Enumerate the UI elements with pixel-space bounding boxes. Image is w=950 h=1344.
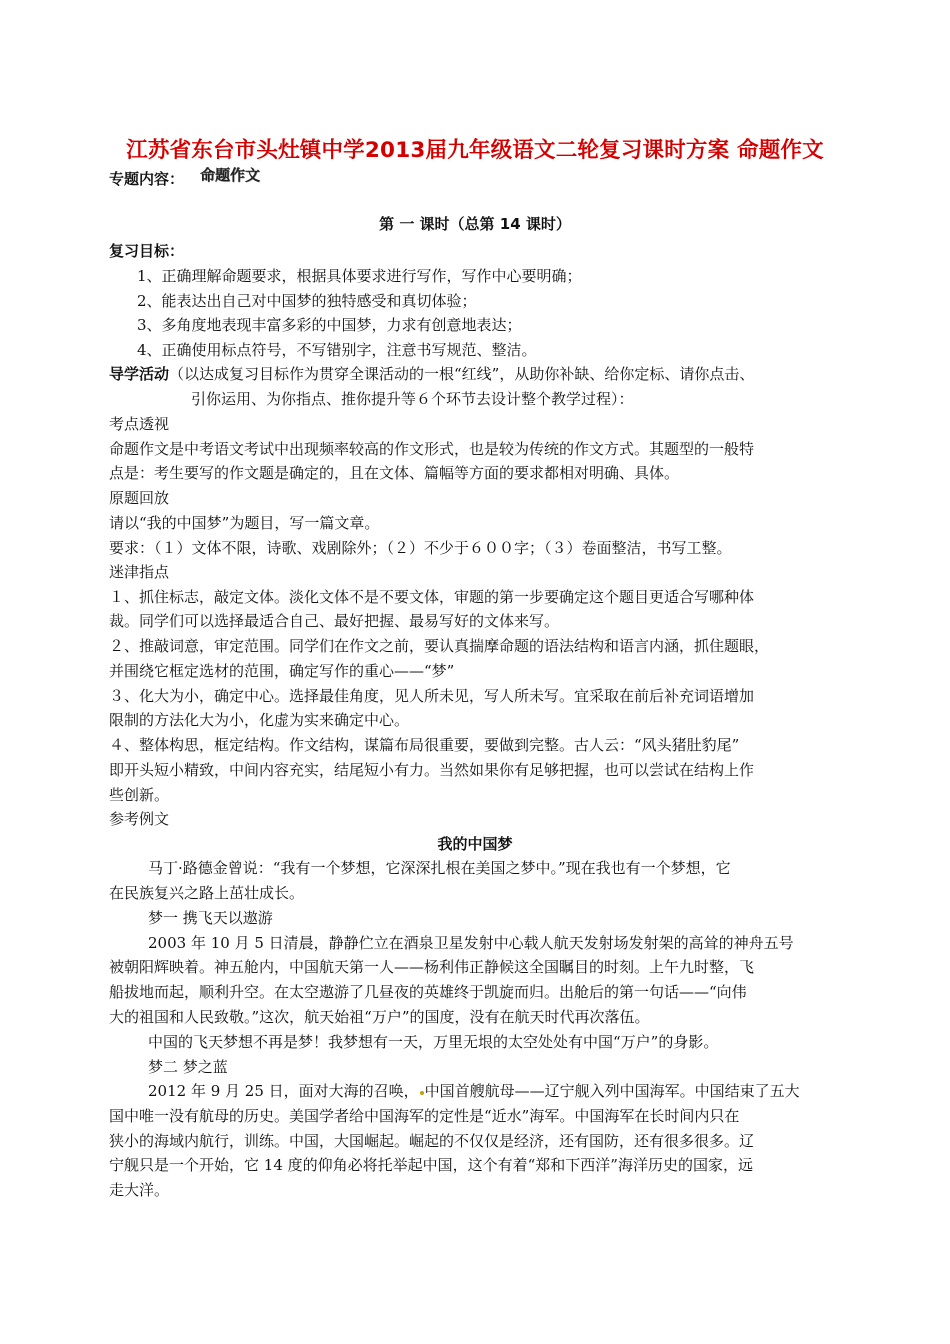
goal-item: 2、能表达出自己对中国梦的独特感受和真切体验； — [137, 292, 477, 310]
topic-image: 命题作文 — [200, 166, 261, 184]
paragraph-line: 大的祖国和人民致敬。”这次，航天始祖“万户”的国度，没有在航天时代再次落伍。 — [109, 1008, 650, 1026]
document-title: 江苏省东台市头灶镇中学2013届九年级语文二轮复习课时方案 命题作文 — [126, 138, 824, 163]
paragraph-line: 命题作文是中考语文考试中出现频率较高的作文形式，也是较为传统的作文方式。其题型的一般特 — [109, 440, 755, 458]
activity-row — [109, 364, 754, 384]
dream-heading: 梦二 梦之蓝 — [148, 1058, 228, 1076]
paragraph-line: 走大洋。 — [109, 1181, 170, 1199]
paragraph-line: 狭小的海域内航行，训练。中国，大国崛起。崛起的不仅仅是经济，还有国防，还有很多很多。辽 — [109, 1132, 755, 1150]
paragraph-line: 宁舰只是一个开始，它 14 度的仰角必将托举起中国，这个有着“郑和下西洋”海洋历史的国家，远 — [109, 1156, 753, 1174]
paragraph-line: 些创新。 — [109, 786, 170, 804]
paragraph-line: 限制的方法化大为小，化虚为实来确定中心。 — [109, 711, 410, 729]
section-heading-yuanti: 原题回放 — [109, 489, 170, 507]
paragraph-line: 请以“我的中国梦”为题目，写一篇文章。 — [109, 514, 380, 532]
paragraph-line: 马丁·路德金曾说：“我有一个梦想，它深深扎根在美国之梦中。”现在我也有一个梦想，它 — [148, 859, 731, 877]
paragraph-line: 即开头短小精致，中间内容充实，结尾短小有力。当然如果你有足够把握，也可以尝试在结构上作 — [109, 761, 755, 779]
paragraph-line: １、抓住标志，敲定文体。淡化文体不是不要文体，审题的第一步要确定这个题目更适合写哪种体 — [109, 588, 755, 606]
paragraph-line: ４、整体构思，框定结构。作文结构，谋篇布局很重要，要做到完整。古人云：“风头猪肚豹尾” — [109, 736, 740, 754]
goals-heading: 复习目标： — [109, 242, 185, 260]
section-heading-cankao: 参考例文 — [109, 810, 170, 828]
paragraph-line — [148, 1081, 800, 1101]
essay-title: 我的中国梦 — [437, 835, 513, 853]
topic-row — [109, 165, 260, 189]
text-span: 2012 年 9 月 25 日，面对大海的召唤， — [148, 1082, 419, 1100]
paragraph-line: 船拔地而起，顺利升空。在太空遨游了几昼夜的英雄终于凯旋而归。出舱后的第一句话——“向伟 — [109, 983, 747, 1001]
paragraph-line: 2003 年 10 月 5 日清晨，静静伫立在酒泉卫星发射中心载人航天发射场发射架的高耸的神舟五号 — [148, 934, 794, 952]
paragraph-line: 裁。同学们可以选择最适合自己、最好把握、最易写好的文体来写。 — [109, 612, 560, 630]
section-heading-mijin: 迷津指点 — [109, 563, 170, 581]
goal-item: 3、多角度地表现丰富多彩的中国梦，力求有创意地表达； — [137, 316, 522, 334]
lesson-heading: 第 一 课时（总第 14 课时） — [379, 215, 571, 233]
paragraph-line: 并围绕它框定选材的范围，确定写作的重心——“梦” — [109, 662, 455, 680]
section-heading-kaodian: 考点透视 — [109, 415, 170, 433]
paragraph-line: 在民族复兴之路上茁壮成长。 — [109, 884, 305, 902]
dream-heading: 梦一 携飞天以遨游 — [148, 909, 273, 927]
paragraph-line: 国中唯一没有航母的历史。美国学者给中国海军的定性是“近水”海军。中国海军在长时间内只在 — [109, 1107, 740, 1125]
text-span: 中国首艘航母——辽宁舰入列中国海军。中国结束了五大 — [424, 1082, 800, 1100]
goal-item: 4、正确使用标点符号，不写错别字，注意书写规范、整洁。 — [137, 341, 537, 359]
activity-text-cont: 引你运用、为你指点、推你提升等６个环节去设计整个教学过程）： — [191, 390, 634, 408]
paragraph-line: 中国的飞天梦想不再是梦！我梦想有一天，万里无垠的太空处处有中国“万户”的身影。 — [148, 1033, 719, 1051]
dot-mark — [420, 1091, 424, 1095]
paragraph-line: ２、推敲词意，审定范围。同学们在作文之前，要认真揣摩命题的语法结构和语言内涵，抓住题眼， — [109, 637, 770, 655]
activity-heading: 导学活动 — [109, 365, 170, 383]
activity-text: （以达成复习目标作为贯穿全课活动的一根“红线”，从助你补缺、给你定标、请你点击、 — [169, 365, 755, 383]
paragraph-line: 点是：考生要写的作文题是确定的，且在文体、篇幅等方面的要求都相对明确、具体。 — [109, 464, 680, 482]
paragraph-line: ３、化大为小，确定中心。选择最佳角度，见人所未见，写人所未写。宜采取在前后补充词语增加 — [109, 687, 755, 705]
goal-item: 1、正确理解命题要求，根据具体要求进行写作，写作中心要明确； — [137, 267, 582, 285]
topic-label: 专题内容： — [109, 170, 185, 188]
paragraph-line: 要求：（１）文体不限，诗歌、戏剧除外；（２）不少于６００字；（３）卷面整洁，书写工整。 — [109, 539, 732, 557]
paragraph-line: 被朝阳辉映着。神五舱内，中国航天第一人——杨利伟正静候这全国瞩目的时刻。上午九时整，飞 — [109, 958, 755, 976]
